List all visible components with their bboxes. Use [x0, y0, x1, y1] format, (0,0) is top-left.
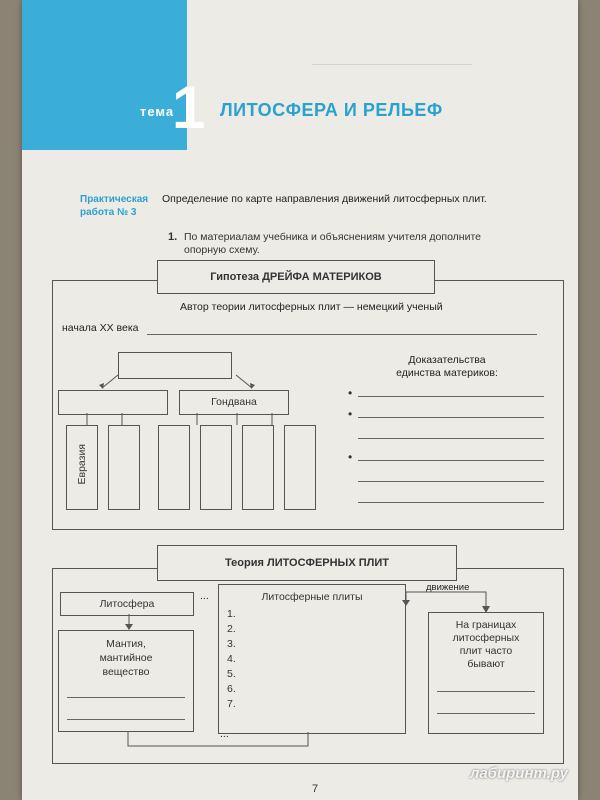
author-text: Автор теории литосферных плит — немецкий ученый [180, 301, 443, 313]
down-arrow [122, 612, 142, 632]
evidence-line-3[interactable] [358, 438, 544, 439]
evidence-line-5[interactable] [358, 481, 544, 482]
movement-label: движение [426, 582, 470, 593]
evidence-line-6[interactable] [358, 502, 544, 503]
borders-line-2[interactable] [437, 713, 535, 714]
continent-box-4[interactable] [200, 425, 232, 510]
continent-box-2[interactable] [108, 425, 140, 510]
century-text: начала XX века [62, 322, 139, 334]
plates-title: Литосферные плиты [261, 591, 363, 603]
continent-box-6[interactable] [284, 425, 316, 510]
watermark: лабиринт.ру [470, 765, 568, 782]
plate-borders-label: На границах литосферных плит часто бывают [452, 619, 520, 670]
practical-work-title: Определение по карте направления движений литосферных плит. [162, 193, 487, 205]
topic-tab [22, 0, 187, 150]
plates-list [227, 607, 236, 712]
topic-number: 1 [172, 74, 206, 141]
plate-item[interactable]: 1. [227, 608, 236, 620]
evidence-line-4[interactable] [358, 460, 544, 461]
lithosphere-label: Литосфера [99, 598, 155, 610]
laurasia-box[interactable] [58, 390, 168, 415]
task-text: По материалам учебника и объяснениям учителя дополните опорную схему. [184, 231, 481, 256]
bullet-1: • [348, 386, 353, 400]
topic-title: ЛИТОСФЕРА И РЕЛЬЕФ [220, 100, 443, 120]
topic-label: тема [140, 104, 175, 119]
drift-hypothesis-title: Гипотеза ДРЕЙФА МАТЕРИКОВ [210, 271, 382, 283]
eurasia-label: Евразия [76, 444, 88, 485]
lithospheric-plates-box [218, 584, 406, 734]
eurasia-box [66, 425, 98, 510]
tree-arrows [82, 360, 282, 390]
evidence-line-2[interactable] [358, 417, 544, 418]
plates-theory-title: Теория ЛИТОСФЕРНЫХ ПЛИТ [225, 557, 389, 569]
borders-line-1[interactable] [437, 691, 535, 692]
practical-work-label: Практическая работа № 3 [80, 194, 149, 218]
plate-item[interactable]: 6. [227, 683, 236, 695]
evidence-line-1[interactable] [358, 396, 544, 397]
continent-box-5[interactable] [242, 425, 274, 510]
plate-item[interactable]: 4. [227, 653, 236, 665]
plate-item[interactable]: 2. [227, 623, 236, 635]
continent-box-3[interactable] [158, 425, 190, 510]
dots-top: ... [200, 590, 209, 602]
gondwana-box [179, 390, 289, 415]
mantle-line-2[interactable] [67, 719, 185, 720]
bullet-3: • [348, 450, 353, 464]
plate-item[interactable]: 7. [227, 698, 236, 710]
return-arrow [118, 730, 318, 754]
plate-item[interactable]: 5. [227, 668, 236, 680]
mantle-label: Мантия, мантийное вещество [99, 638, 153, 678]
workbook-page [22, 0, 578, 800]
mantle-box [58, 630, 194, 732]
mantle-line-1[interactable] [67, 697, 185, 698]
gondwana-label: Гондвана [211, 396, 257, 408]
bullet-2: • [348, 407, 353, 421]
evidence-title: Доказательства единства материков: [396, 354, 498, 379]
plate-borders-box [428, 612, 544, 734]
dots-bottom: ... [220, 728, 229, 740]
task-number: 1. [168, 231, 178, 243]
page-number: 7 [312, 783, 319, 795]
drift-hypothesis-title-box [157, 260, 435, 294]
plates-theory-title-box [157, 545, 457, 581]
plate-item[interactable]: 3. [227, 638, 236, 650]
author-answer-line[interactable] [147, 334, 537, 335]
